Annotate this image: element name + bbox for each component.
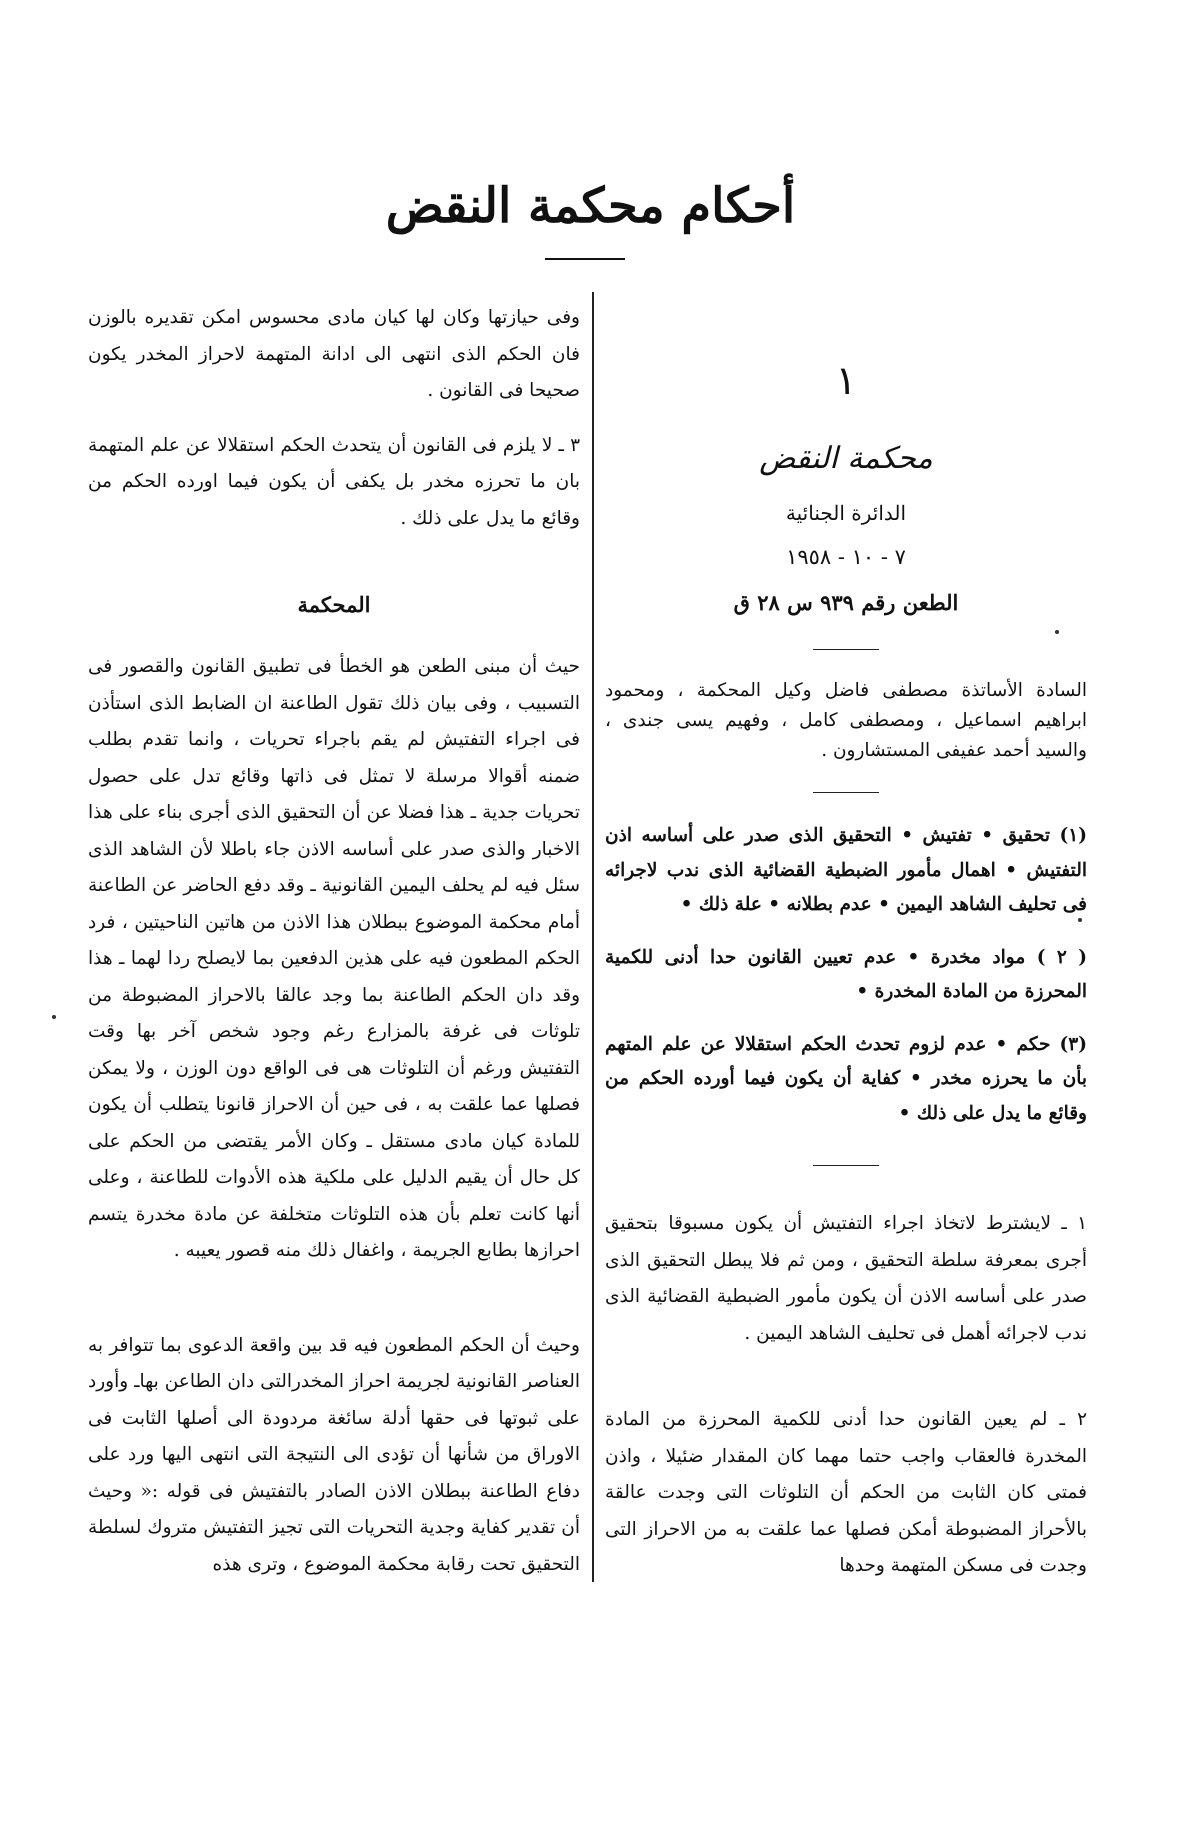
body-paragraph: وحيث أن الحكم المطعون فيه قد بين واقعة الدعوى بما تتوافر به العناصر القانونية لجريمة احراز المخدرالتى دان الطاعن بهاـ وأورد على ثبوتها فى حقها أدلة سائغة مردودة الى أصلها الثابت فى الاوراق من شأنها أن تؤدى الى النتيجة التى انتهى اليها ورد على دفاع الطاعنة ببطلان الاذن الصادر بالتفتيش فى قوله :« وحيث أن تقدير كفاية وجدية التحريات التى تجيز التفتيش متروك لسلطة التحقيق تحت رقابة محكمة الموضوع ، وترى هذه [88,1334,580,1575]
intro-paragraph: ٣ ـ لا يلزم فى القانون أن يتحدث الحكم استقلالا عن علم المتهمة بان ما تحرزه مخدر بل يكفى أن يكون فيما اورده الحكم من وقائع ما يدل على ذلك . [88,434,580,529]
scan-speck [1078,918,1082,922]
column-divider [592,292,594,1582]
appeal-number: الطعن رقم ٩٣٩ س ٢٨ ق [733,590,959,615]
headnote: (١) تحقيق • تفتيش • التحقيق الذى صدر على أساسه اذن التفتيش • اهمال مأمور الضبطية القضائية الذى ندب لاجرائه فى تحليف الشاهد اليمين • عدم بطلانه • علة ذلك • [605,825,1087,915]
headnote: (٣) حكم • عدم لزوم تحدث الحكم استقلالا عن علم المتهم بأن ما يحرزه مخدر • كفاية أن يكون فيما أورده الحكم من وقائع ما يدل على ذلك • [605,1033,1087,1124]
case-number: ١ [835,358,857,404]
legal-principle: ١ ـ لايشترط لاتخاذ اجراء التفتيش أن يكون مسبوقا بتحقيق أجرى بمعرفة سلطة التحقيق ، ومن ثم فلا يبطل التحقيق الذى صدر على أساسه الاذن أن يكون مأمور الضبطية القضائية الذى ندب لاجرائه أهمل فى تحليف الشاهد اليمين . [605,1213,1087,1344]
scan-speck [52,1015,56,1019]
court-name: محكمة النقض [759,441,933,476]
spacer [605,1010,1087,1028]
title-rule [545,258,625,260]
legal-principle: ٢ ـ لم يعين القانون حدا أدنى للكمية المحرزة من المادة المخدرة فالعقاب واجب حتما مهما كان المقدار ضئيلا ، واذن فمتى كان الثابت من الحكم أن التلوثات التى وجدت عالقة بالأحراز المضبوطة أمكن فصلها عما علقت به من الاحراز التى وجدت فى مسكن المتهمة وحدها [605,1409,1087,1576]
judges-panel: السادة الأساتذة مصطفى فاضل وكيل المحكمة ، ومحمود ابراهيم اسماعيل ، ومصطفى كامل ، وفهيم يسى جندى ، والسيد أحمد عفيفى المستشارون . [605,680,1087,761]
spacer [605,923,1087,941]
right-column [605,355,1087,1585]
spacer [605,1352,1087,1402]
divider-rule [813,649,879,650]
section-heading: المحكمة [297,592,371,617]
page-title: أحكام محكمة النقض [385,178,796,234]
spacer [88,1270,580,1328]
scan-speck [1055,630,1059,634]
judgment-date: ٧ - ١٠ - ١٩٥٨ [786,545,906,569]
intro-paragraph: وفى حيازتها وكان لها كيان مادى محسوس امكن تقديره بالوزن فان الحكم الذى انتهى الى ادانة المتهمة لاحراز المخدر يكون صحيحا فى القانون . [88,307,580,401]
headnote: ( ٢ ) مواد مخدرة • عدم تعيين القانون حدا أدنى للكمية المحرزة من المادة المخدرة • [605,946,1087,1002]
divider-rule [813,1165,879,1166]
body-paragraph: حيث أن مبنى الطعن هو الخطأ فى تطبيق القانون والقصور فى التسبيب ، وفى بيان ذلك تقول الطاعنة ان الضابط الذى استأذن فى اجراء التفتيش لم يقم باجراء تحريات ، وانما تقدم بطلب ضمنه أقوالا مرسلة لا تمثل فى ذاتها وقائع تدل على حصول تحريات جدية ـ هذا فضلا عن أن التحقيق الذى أجرى بناء على هذا الاخبار والذى صدر على أساسه الاذن جاء باطلا لأن الشاهد الذى سئل فيه لم يحلف اليمين القانونية ـ وقد دفع الحاضر عن الطاعنة أمام محكمة الموضوع ببطلان هذا الاذن من هاتين الناحيتين ، فرد الحكم المطعون فيه على هذين الدفعين بما لايصلح ردا لهما ـ هذا وقد دان الحكم الطاعنة بما وجد عالقا بالاحراز المضبوطة من تلوثات فى غرفة بالمزارع رغم وجود شخص آخر بها وقت التفتيش ورغم أن التلوثات هى فى الواقع دون الوزن ، ولا يمكن فصلها عما علقت به ، فى حين أن الاحراز قانونا يتطلب أن يكون للمادة كيان مادى مستقل ـ وكان الأمر يقتضى من الحكم على كل حال أن يقيم الدليل على ملكية هذه الأدوات للطاعنة ، وعلى أنها كانت تعلم بأن هذه التلوثات متخلفة عن مادة مخدرة يتسم احرازها بطابع الجريمة ، واغفال ذلك منه قصور يعيبه . [88,656,580,1261]
spacer [88,410,580,428]
chamber-name: الدائرة الجنائية [785,501,907,525]
left-column [88,300,580,1583]
divider-rule [813,792,879,793]
